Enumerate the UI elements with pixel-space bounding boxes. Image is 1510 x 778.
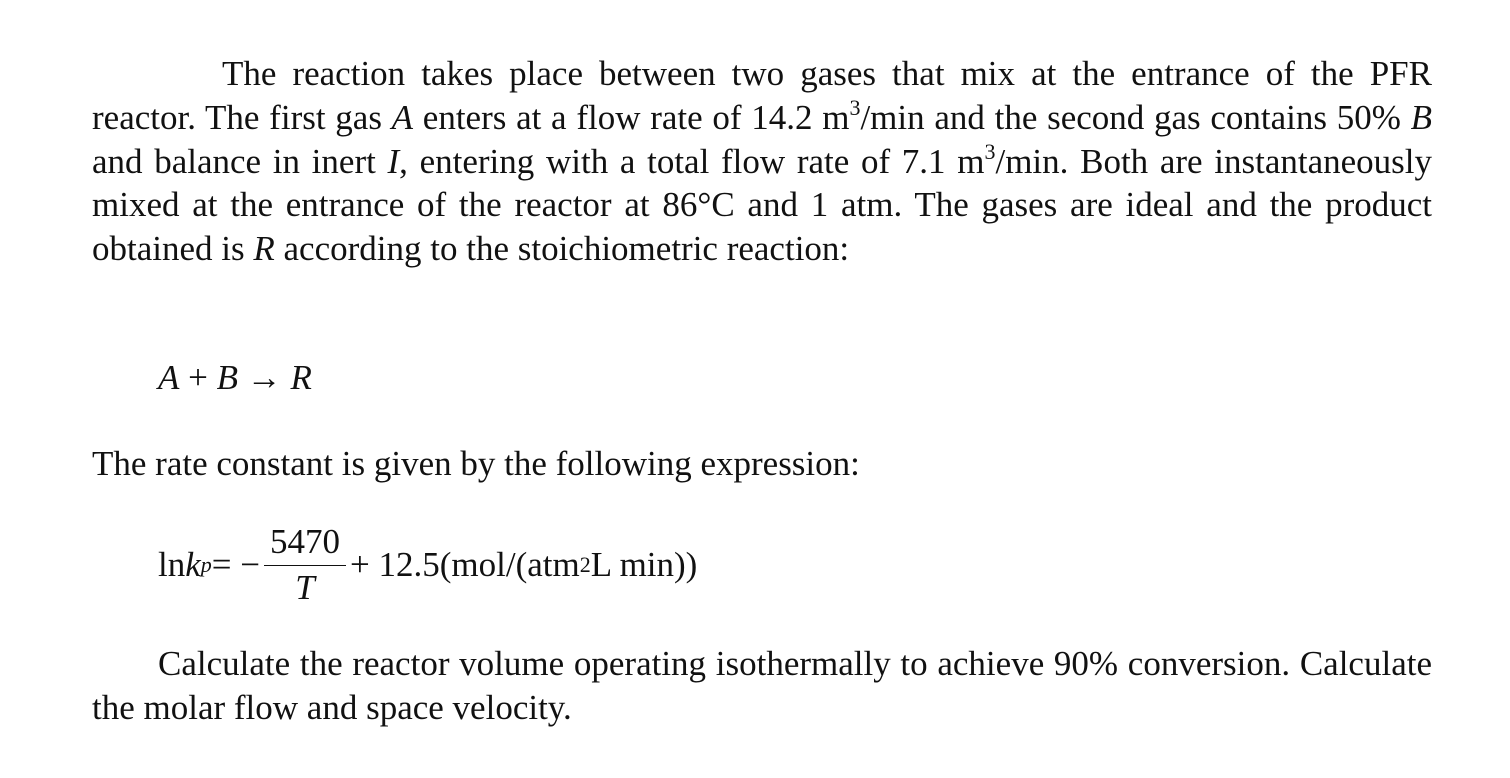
- exponent-3-second: 3: [984, 138, 996, 164]
- eq1-arrow: →: [238, 358, 291, 397]
- inert-i-symbol: I: [387, 141, 400, 181]
- intro-text-2: enters at a flow rate of 14.2 m: [413, 97, 850, 137]
- eq2-numerator: 5470: [264, 524, 346, 566]
- intro-text-1: The reaction takes place between two gases that mix at the entrance of the PFR reactor. The first gas: [92, 54, 1432, 137]
- problem-question: Calculate the reactor volume operating isothermally to achieve 90% conversion. Calculate the molar flow and space velocity.: [92, 644, 1432, 727]
- eq2-tail-1: + 12.5(mol/(atm: [350, 544, 580, 584]
- eq2-tail-2: L min)): [590, 544, 698, 584]
- intro-text-3: /min and the second gas contains 50%: [860, 97, 1411, 137]
- problem-paragraph-intro: [92, 52, 1432, 271]
- eq2-k: k: [185, 544, 201, 584]
- rate-constant-intro: The rate constant is given by the following expression:: [92, 444, 860, 483]
- product-r-symbol: R: [253, 229, 275, 269]
- rate-constant-equation: ln k p = − $\frac{5470}{T}$ + 12.5(mol/(atm 2 L min)): [158, 522, 698, 607]
- exponent-3-first: 3: [849, 94, 861, 120]
- eq1-reactant-b: B: [216, 358, 239, 397]
- intro-text-4: and balance in inert: [92, 141, 388, 181]
- problem-text: [92, 52, 1433, 727]
- eq1-product-r: R: [290, 358, 312, 397]
- eq1-plus: +: [179, 358, 217, 397]
- gas-b-symbol: B: [1410, 97, 1432, 137]
- eq2-ln: ln: [158, 544, 186, 584]
- eq1-reactant-a: A: [158, 358, 180, 397]
- eq2-denominator: T: [295, 568, 315, 607]
- intro-text-6: /min. Both are instantaneously mixed at the entrance of the reactor at 86°C and 1 atm. The gases are ideal and the product obtained is: [92, 141, 1433, 269]
- gas-a-symbol: A: [391, 97, 414, 137]
- eq2-fraction: [264, 524, 346, 605]
- eq2-k-subscript: p: [200, 551, 212, 577]
- eq2-equals-minus: = −: [211, 544, 261, 584]
- stoichiometric-equation: [158, 358, 312, 398]
- intro-text-7: according to the stoichiometric reaction:: [274, 229, 850, 269]
- intro-text-5: , entering with a total flow rate of 7.1 m: [399, 141, 985, 181]
